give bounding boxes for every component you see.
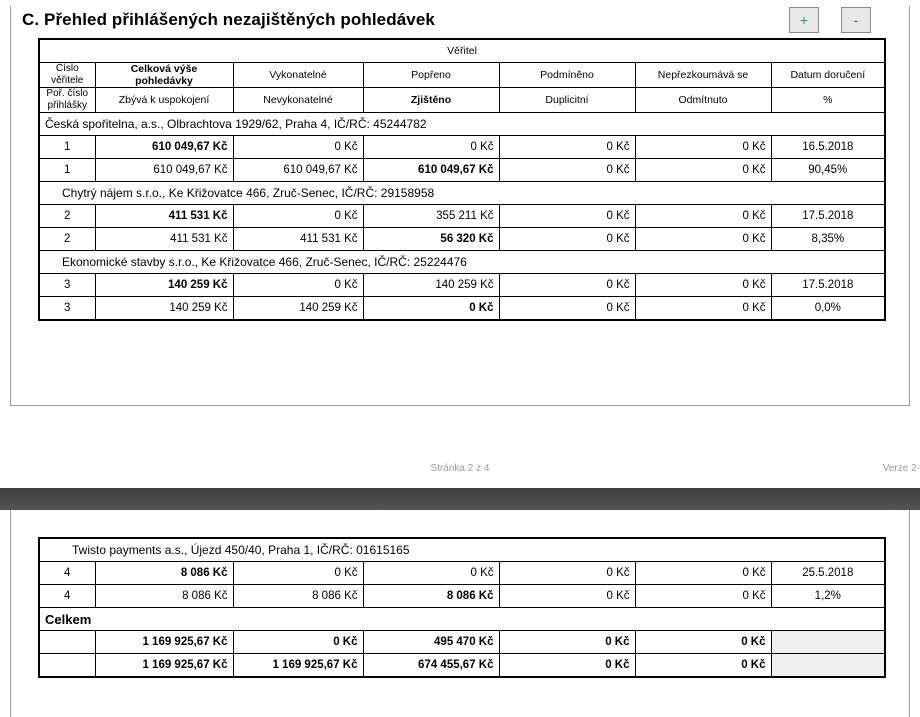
enforceable: 0 Kč (233, 205, 363, 228)
col-header: Vykonatelné (233, 63, 363, 88)
totals-total-claim: 1 169 925,67 Kč (95, 631, 233, 654)
total-claim: 411 531 Kč (95, 205, 233, 228)
page-number: Stránka 2 z 4 (430, 463, 490, 474)
delivery-date: 25.5.2018 (771, 562, 885, 585)
denied: 0 Kč (363, 136, 499, 159)
rejected: 0 Kč (635, 585, 771, 608)
totals-established: 674 455,67 Kč (363, 654, 499, 678)
enforceable: 0 Kč (233, 274, 363, 297)
totals-denied: 495 470 Kč (363, 631, 499, 654)
col-header: Datum doručení (771, 63, 885, 88)
percent: 8,35% (771, 228, 885, 251)
not-reviewed: 0 Kč (635, 562, 771, 585)
established: 56 320 Kč (363, 228, 499, 251)
enforceable: 0 Kč (233, 136, 363, 159)
col-header: % (771, 88, 885, 113)
col-header: Podmíněno (499, 63, 635, 88)
header-group: Věřitel (39, 39, 885, 63)
delivery-date: 16.5.2018 (771, 136, 885, 159)
conditional: 0 Kč (499, 205, 635, 228)
not-reviewed: 0 Kč (635, 274, 771, 297)
creditor-name: Twisto payments a.s., Újezd 450/40, Praha 1, IČ/RČ: 01615165 (39, 538, 885, 562)
remove-row-button[interactable]: - (841, 7, 871, 33)
remaining: 140 259 Kč (95, 297, 233, 321)
creditor-number: 2 (39, 205, 95, 228)
duplicate: 0 Kč (499, 297, 635, 321)
creditor-number: 4 (39, 562, 95, 585)
non-enforceable: 8 086 Kč (233, 585, 363, 608)
non-enforceable: 411 531 Kč (233, 228, 363, 251)
rejected: 0 Kč (635, 228, 771, 251)
total-claim: 140 259 Kč (95, 274, 233, 297)
rejected: 0 Kč (635, 159, 771, 182)
enforceable: 0 Kč (233, 562, 363, 585)
totals-blank (39, 654, 95, 678)
totals-rejected: 0 Kč (635, 654, 771, 678)
conditional: 0 Kč (499, 562, 635, 585)
totals-not-reviewed: 0 Kč (635, 631, 771, 654)
application-number: 2 (39, 228, 95, 251)
totals-blank (771, 631, 885, 654)
col-header: Popřeno (363, 63, 499, 88)
creditor-number: 3 (39, 274, 95, 297)
total-claim: 8 086 Kč (95, 562, 233, 585)
non-enforceable: 140 259 Kč (233, 297, 363, 321)
rejected: 0 Kč (635, 297, 771, 321)
totals-enforceable: 0 Kč (233, 631, 363, 654)
totals-conditional: 0 Kč (499, 631, 635, 654)
percent: 90,45% (771, 159, 885, 182)
totals-label: Celkem (39, 608, 885, 631)
delivery-date: 17.5.2018 (771, 274, 885, 297)
totals-duplicate: 0 Kč (499, 654, 635, 678)
col-header: Zbývá k uspokojení (95, 88, 233, 113)
totals-blank (39, 631, 95, 654)
established: 0 Kč (363, 297, 499, 321)
denied: 355 211 Kč (363, 205, 499, 228)
section-title: C. Přehled přihlášených nezajištěných pohledávek (22, 10, 435, 29)
creditor-name: Chytrý nájem s.r.o., Ke Křižovatce 466, Zruč-Senec, IČ/RČ: 29158958 (39, 182, 885, 205)
not-reviewed: 0 Kč (635, 205, 771, 228)
claims-table-continued (38, 537, 886, 678)
not-reviewed: 0 Kč (635, 136, 771, 159)
creditor-name: Česká spořitelna, a.s., Olbrachtova 1929/62, Praha 4, IČ/RČ: 45244782 (39, 113, 885, 136)
version-label: Verze 2- (882, 463, 920, 474)
duplicate: 0 Kč (499, 585, 635, 608)
remaining: 411 531 Kč (95, 228, 233, 251)
percent: 1,2% (771, 585, 885, 608)
col-header: Zjištěno (363, 88, 499, 113)
denied: 140 259 Kč (363, 274, 499, 297)
delivery-date: 17.5.2018 (771, 205, 885, 228)
conditional: 0 Kč (499, 274, 635, 297)
non-enforceable: 610 049,67 Kč (233, 159, 363, 182)
remaining: 610 049,67 Kč (95, 159, 233, 182)
total-claim: 610 049,67 Kč (95, 136, 233, 159)
application-number: 1 (39, 159, 95, 182)
percent: 0,0% (771, 297, 885, 321)
col-header: Odmítnuto (635, 88, 771, 113)
page-divider (0, 488, 920, 510)
application-number: 4 (39, 585, 95, 608)
established: 610 049,67 Kč (363, 159, 499, 182)
col-header: Duplicitní (499, 88, 635, 113)
established: 8 086 Kč (363, 585, 499, 608)
denied: 0 Kč (363, 562, 499, 585)
totals-remaining: 1 169 925,67 Kč (95, 654, 233, 678)
totals-non-enforceable: 1 169 925,67 Kč (233, 654, 363, 678)
conditional: 0 Kč (499, 136, 635, 159)
claims-table (38, 38, 886, 321)
col-header: Celková výše pohledávky (95, 63, 233, 88)
totals-blank (771, 654, 885, 678)
col-header: Nevykonatelné (233, 88, 363, 113)
remaining: 8 086 Kč (95, 585, 233, 608)
col-header: Poř. číslo přihlášky (39, 88, 95, 113)
creditor-name: Ekonomické stavby s.r.o., Ke Křižovatce 466, Zruč-Senec, IČ/RČ: 25224476 (39, 251, 885, 274)
duplicate: 0 Kč (499, 228, 635, 251)
application-number: 3 (39, 297, 95, 321)
duplicate: 0 Kč (499, 159, 635, 182)
col-header: Nepřezkoumává se (635, 63, 771, 88)
col-header: Číslo věřitele (39, 63, 95, 88)
add-row-button[interactable]: + (789, 7, 819, 33)
creditor-number: 1 (39, 136, 95, 159)
